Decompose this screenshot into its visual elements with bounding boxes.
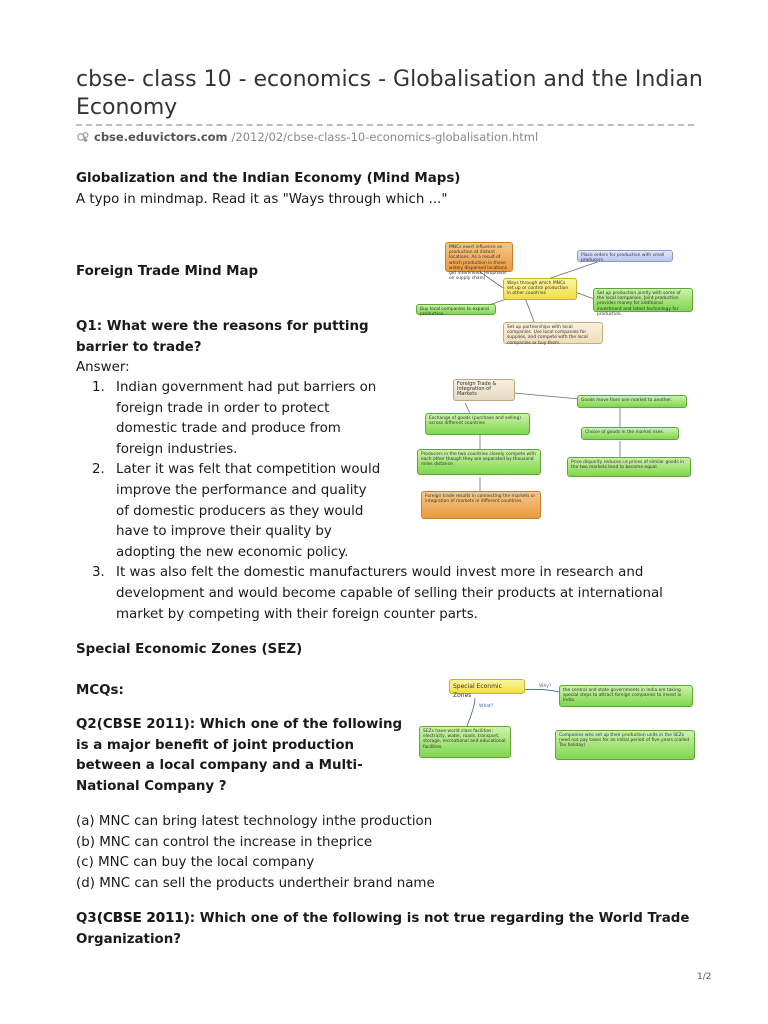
mindmap-node: Foreign trade results in connecting the markets or integration of markets in different countries.: [421, 491, 541, 519]
q1-line2: barrier to trade?: [76, 340, 202, 355]
mindmap-node: Set up production jointly with some of the local companies. Joint production provides money for additional investment and latest technology for production.: [593, 288, 693, 312]
sez-heading: Special Economic Zones (SEZ): [76, 642, 303, 657]
mindmap-mnc-production: [415, 240, 700, 348]
source-host: cbse.eduvictors.com: [94, 130, 228, 144]
mindmap-node: the central and state governments in India are taking special steps to attract foreign companies to invest in India.: [559, 685, 693, 707]
favicon-icon: [76, 130, 90, 144]
mindmap-node: Price disparity reduces i.e prices of similar goods in the two markets tend to become equal.: [567, 457, 691, 477]
option-d: (d) MNC can sell the products undertheir brand name: [76, 875, 435, 891]
mcqs-heading: MCQs:: [76, 683, 124, 698]
page-title: cbse- class 10 - economics - Globalisation and the Indian Economy: [76, 67, 703, 120]
mindmap-node: Place orders for production with small producers.: [577, 250, 673, 262]
mindmap-node: SEZs have world class facilities: electricity, water, roads, transport, storage, recreational and educational facilities.: [419, 726, 511, 758]
list-item: 1. Indian government had put barriers on foreign trade in order to protect domestic trade and produce from foreign industries.: [92, 380, 377, 457]
mindmap-node: MNCs exert influence on production at distant locations. As a result of which production in these widely dispersed locations get interlinked. (emphasis on supply chain): [445, 242, 513, 272]
q2-line4: National Company ?: [76, 779, 227, 794]
option-a: (a) MNC can bring latest technology inthe production: [76, 814, 433, 829]
q2-line2: is a major benefit of joint production: [76, 738, 355, 753]
mindmap-node: Choice of goods in the market rises.: [581, 427, 679, 440]
mindmap-foreign-trade: [415, 375, 700, 523]
q3-line2: Organization?: [76, 932, 182, 947]
mindmap-node: Goods move from one market to another.: [577, 395, 687, 408]
mindmap-node: Buy local companies to expand production.: [416, 304, 496, 315]
mindmap-node: Exchange of goods (purchase and selling) across different countries: [425, 413, 530, 435]
mindmap-node: Producers in the two countries closely compete with each other though they are separated by thousand miles distance.: [417, 449, 541, 475]
section-heading: Globalization and the Indian Economy (Mind Maps): [76, 171, 461, 186]
option-b: (b) MNC can control the increase in theprice: [76, 834, 373, 850]
mindmap-node: Ways through which MNCs set up or control production in other countries: [503, 278, 577, 300]
option-c: (c) MNC can buy the local company: [76, 855, 315, 871]
q3-tag: (CBSE 2011): [96, 911, 190, 926]
list-item: 3. It was also felt the domestic manufacturers would invest more in research and development and would become capable of selling their products at international market by competing with their foreign counter parts.: [92, 565, 663, 622]
foreign-trade-heading: Foreign Trade Mind Map: [76, 264, 259, 279]
mindmap-node: Set up partnerships with local companies. Use local companies for supplies, and compete with the local companies or buy them.: [503, 322, 603, 344]
q1-line1: Q1: What were the reasons for putting: [76, 319, 369, 334]
page-number: 1/2: [697, 972, 712, 982]
list-item: 2. Later it was felt that competition would improve the performance and quality of domestic producers as they would have to improve their quality by adopting the new economic policy.: [92, 462, 381, 560]
title-divider: [76, 124, 694, 126]
source-link[interactable]: [76, 130, 538, 144]
q2-line1: Q2(CBSE 2011): Which one of the following: [76, 717, 403, 732]
mindmap-sez: [415, 676, 700, 764]
mindmap-node: Foreign Trade & Integration of Markets: [453, 379, 515, 401]
answer-label: Answer:: [76, 360, 130, 375]
source-path: /2012/02/cbse-class-10-economics-globalisation.html: [231, 130, 539, 144]
q2-line3: between a local company and a Multi-: [76, 758, 363, 773]
typo-note: A typo in mindmap. Read it as "Ways through which ...": [76, 192, 448, 207]
mindmap-node: Special Econmic Zones: [449, 679, 525, 694]
mindmap-node: Companies who set up their production units in the SEZs need not pay taxes for an initial period of five years (called Tax holiday): [555, 730, 695, 760]
q3-line1: Q3(CBSE 2011): Which one of the following is not true regarding the World Trade: [76, 911, 690, 926]
mindmap-label: Why?: [539, 684, 552, 689]
q2-options: [76, 812, 435, 894]
mindmap-label: What?: [479, 704, 494, 709]
